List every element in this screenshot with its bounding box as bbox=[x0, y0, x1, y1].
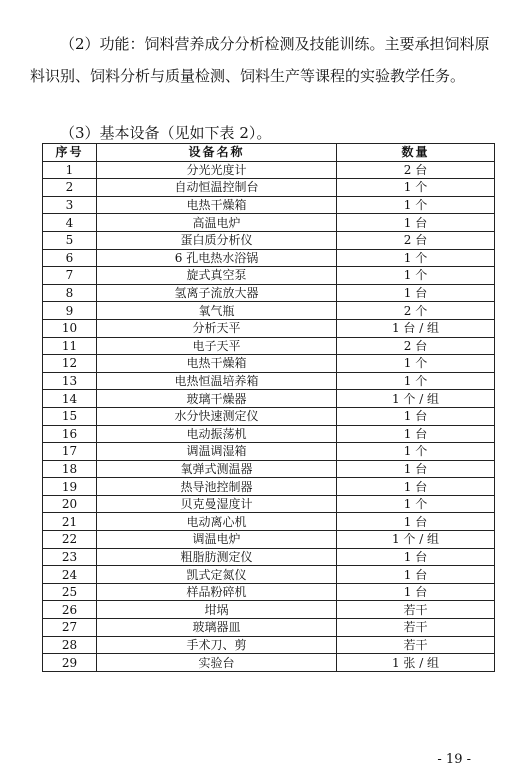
row-equipment-name: 玻璃干燥器 bbox=[97, 390, 337, 408]
row-quantity: 1 台 bbox=[337, 548, 495, 566]
row-equipment-name: 贝克曼湿度计 bbox=[97, 495, 337, 513]
row-equipment-name: 凯式定氮仪 bbox=[97, 566, 337, 584]
row-serial-number: 13 bbox=[43, 372, 97, 390]
row-quantity: 2 个 bbox=[337, 302, 495, 320]
table-row bbox=[43, 302, 495, 320]
row-serial-number: 4 bbox=[43, 214, 97, 232]
table-row bbox=[43, 460, 495, 478]
table-row bbox=[43, 513, 495, 531]
header-equipment-name: 设备名称 bbox=[97, 144, 337, 162]
table-header-row bbox=[43, 144, 495, 162]
row-equipment-name: 蛋白质分析仪 bbox=[97, 231, 337, 249]
table-row bbox=[43, 319, 495, 337]
row-serial-number: 26 bbox=[43, 601, 97, 619]
table-row bbox=[43, 355, 495, 373]
table-row bbox=[43, 214, 495, 232]
row-equipment-name: 电子天平 bbox=[97, 337, 337, 355]
row-serial-number: 5 bbox=[43, 231, 97, 249]
row-quantity: 1 个 / 组 bbox=[337, 531, 495, 549]
row-serial-number: 10 bbox=[43, 319, 97, 337]
row-quantity: 1 台 bbox=[337, 425, 495, 443]
row-serial-number: 22 bbox=[43, 531, 97, 549]
row-serial-number: 21 bbox=[43, 513, 97, 531]
table-row bbox=[43, 478, 495, 496]
row-quantity: 1 个 bbox=[337, 355, 495, 373]
row-equipment-name: 电热恒温培养箱 bbox=[97, 372, 337, 390]
equipment-intro-paragraph: （3）基本设备（见如下表 2）。 bbox=[60, 124, 272, 142]
row-quantity: 1 个 bbox=[337, 443, 495, 461]
row-serial-number: 3 bbox=[43, 196, 97, 214]
row-equipment-name: 电动振荡机 bbox=[97, 425, 337, 443]
row-quantity: 1 张 / 组 bbox=[337, 654, 495, 672]
row-serial-number: 9 bbox=[43, 302, 97, 320]
table-row bbox=[43, 390, 495, 408]
page-number: - 19 - bbox=[437, 752, 471, 767]
table-row bbox=[43, 249, 495, 267]
row-equipment-name: 6 孔电热水浴锅 bbox=[97, 249, 337, 267]
row-quantity: 1 台 bbox=[337, 478, 495, 496]
row-quantity: 若干 bbox=[337, 619, 495, 637]
row-serial-number: 23 bbox=[43, 548, 97, 566]
row-quantity: 1 个 bbox=[337, 196, 495, 214]
row-quantity: 1 个 bbox=[337, 249, 495, 267]
row-quantity: 1 个 bbox=[337, 179, 495, 197]
row-quantity: 1 台 bbox=[337, 583, 495, 601]
row-quantity: 2 台 bbox=[337, 337, 495, 355]
row-quantity: 1 台 bbox=[337, 513, 495, 531]
row-equipment-name: 调温调湿箱 bbox=[97, 443, 337, 461]
row-serial-number: 18 bbox=[43, 460, 97, 478]
row-equipment-name: 电热干燥箱 bbox=[97, 355, 337, 373]
row-equipment-name: 旋式真空泵 bbox=[97, 267, 337, 285]
table-row bbox=[43, 601, 495, 619]
table-row bbox=[43, 407, 495, 425]
table-row bbox=[43, 619, 495, 637]
row-quantity: 若干 bbox=[337, 601, 495, 619]
row-quantity: 1 台 bbox=[337, 566, 495, 584]
row-serial-number: 1 bbox=[43, 161, 97, 179]
table-row bbox=[43, 337, 495, 355]
table-row bbox=[43, 566, 495, 584]
table-row bbox=[43, 583, 495, 601]
row-quantity: 1 个 / 组 bbox=[337, 390, 495, 408]
row-quantity: 1 台 / 组 bbox=[337, 319, 495, 337]
row-equipment-name: 热导池控制器 bbox=[97, 478, 337, 496]
table-row bbox=[43, 284, 495, 302]
table-row bbox=[43, 654, 495, 672]
row-serial-number: 17 bbox=[43, 443, 97, 461]
row-serial-number: 12 bbox=[43, 355, 97, 373]
row-quantity: 1 个 bbox=[337, 495, 495, 513]
equipment-table bbox=[42, 143, 495, 672]
row-quantity: 1 台 bbox=[337, 214, 495, 232]
row-equipment-name: 坩埚 bbox=[97, 601, 337, 619]
row-serial-number: 14 bbox=[43, 390, 97, 408]
row-equipment-name: 分光光度计 bbox=[97, 161, 337, 179]
row-quantity: 1 台 bbox=[337, 460, 495, 478]
table-row bbox=[43, 425, 495, 443]
row-serial-number: 2 bbox=[43, 179, 97, 197]
table-row bbox=[43, 548, 495, 566]
table-row bbox=[43, 531, 495, 549]
row-quantity: 1 个 bbox=[337, 267, 495, 285]
row-quantity: 2 台 bbox=[337, 231, 495, 249]
row-equipment-name: 水分快速测定仪 bbox=[97, 407, 337, 425]
row-equipment-name: 手术刀、剪 bbox=[97, 636, 337, 654]
row-equipment-name: 电热干燥箱 bbox=[97, 196, 337, 214]
row-serial-number: 19 bbox=[43, 478, 97, 496]
row-equipment-name: 玻璃器皿 bbox=[97, 619, 337, 637]
table-row bbox=[43, 161, 495, 179]
row-serial-number: 20 bbox=[43, 495, 97, 513]
row-equipment-name: 高温电炉 bbox=[97, 214, 337, 232]
row-quantity: 1 个 bbox=[337, 372, 495, 390]
row-quantity: 2 台 bbox=[337, 161, 495, 179]
table-body bbox=[43, 161, 495, 671]
table-row bbox=[43, 267, 495, 285]
header-serial-number: 序号 bbox=[43, 144, 97, 162]
row-serial-number: 16 bbox=[43, 425, 97, 443]
row-equipment-name: 氧气瓶 bbox=[97, 302, 337, 320]
row-equipment-name: 氢离子流放大器 bbox=[97, 284, 337, 302]
row-serial-number: 28 bbox=[43, 636, 97, 654]
row-serial-number: 27 bbox=[43, 619, 97, 637]
table-row bbox=[43, 196, 495, 214]
row-equipment-name: 样品粉碎机 bbox=[97, 583, 337, 601]
table-row bbox=[43, 443, 495, 461]
row-quantity: 若干 bbox=[337, 636, 495, 654]
row-equipment-name: 自动恒温控制台 bbox=[97, 179, 337, 197]
row-serial-number: 15 bbox=[43, 407, 97, 425]
row-serial-number: 6 bbox=[43, 249, 97, 267]
table-row bbox=[43, 231, 495, 249]
table-row bbox=[43, 372, 495, 390]
row-equipment-name: 电动离心机 bbox=[97, 513, 337, 531]
row-serial-number: 29 bbox=[43, 654, 97, 672]
row-serial-number: 7 bbox=[43, 267, 97, 285]
table-row bbox=[43, 179, 495, 197]
row-equipment-name: 调温电炉 bbox=[97, 531, 337, 549]
row-equipment-name: 分析天平 bbox=[97, 319, 337, 337]
row-serial-number: 25 bbox=[43, 583, 97, 601]
header-quantity: 数量 bbox=[337, 144, 495, 162]
row-serial-number: 24 bbox=[43, 566, 97, 584]
row-equipment-name: 粗脂肪测定仪 bbox=[97, 548, 337, 566]
row-equipment-name: 氧弹式测温器 bbox=[97, 460, 337, 478]
table-row bbox=[43, 495, 495, 513]
row-serial-number: 11 bbox=[43, 337, 97, 355]
table-row bbox=[43, 636, 495, 654]
row-quantity: 1 台 bbox=[337, 284, 495, 302]
row-serial-number: 8 bbox=[43, 284, 97, 302]
row-equipment-name: 实验台 bbox=[97, 654, 337, 672]
row-quantity: 1 台 bbox=[337, 407, 495, 425]
function-paragraph: （2）功能：饲料营养成分分析检测及技能训练。主要承担饲料原料识别、饲料分析与质量检测、饲料生产等课程的实验教学任务。 bbox=[30, 35, 490, 85]
